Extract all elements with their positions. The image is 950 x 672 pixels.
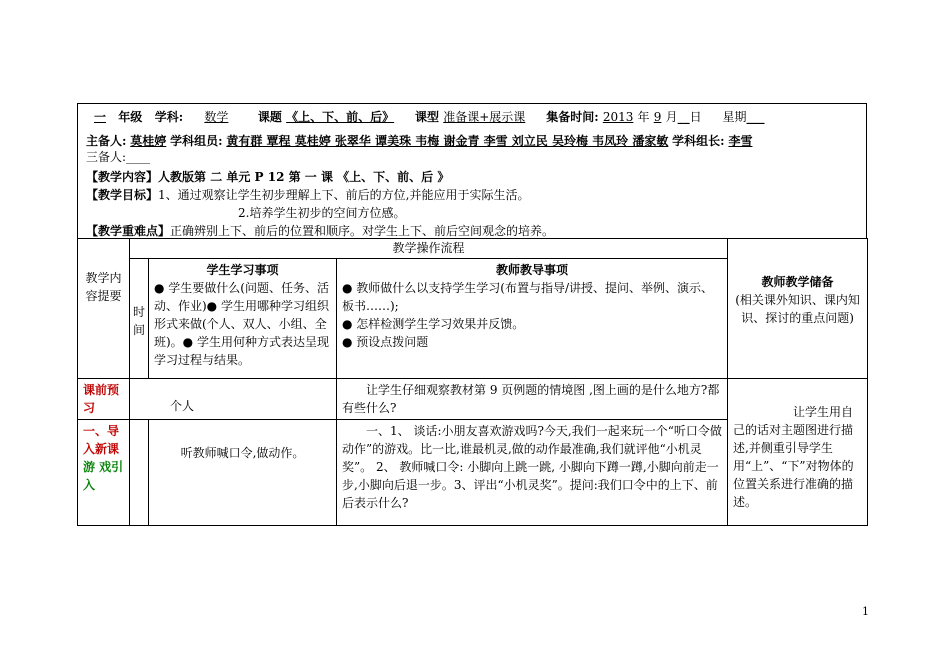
- row-intro-time: [130, 420, 149, 526]
- subject-label: 学科:: [154, 110, 184, 124]
- row-preview-label: 课前预习: [78, 379, 130, 420]
- group-label: 学科组员:: [170, 134, 223, 148]
- goal-line-1: [86, 188, 529, 202]
- week-label: 星期: [722, 110, 747, 124]
- col-content-header: 教学内容提要: [78, 239, 130, 379]
- lesson-type-value: 准备课+展示课: [443, 110, 526, 124]
- teacher-item-3: ● 预设点拨问题: [342, 335, 429, 349]
- teacher-item-2: ● 怎样检测学生学习效果并反馈。: [342, 317, 525, 331]
- goal-label: 【教学目标】: [86, 188, 159, 202]
- key-label: 【教学重难点】: [86, 224, 171, 238]
- grade-value: 一: [93, 110, 106, 124]
- teacher-title: 教师教导事项: [496, 263, 569, 277]
- reserve-desc: (相关课外知识、课内知识、探讨的重点问题): [735, 293, 860, 325]
- topic-label: 课题: [257, 110, 282, 124]
- student-desc: ● 学生要做什么(问题、任务、活动、作业)● 学生用哪种学习组织形式来做(个人、双人、小组、全班)。● 学生用何种方式表达呈现学习过程与结果。: [154, 281, 329, 367]
- subject-value: 数学: [204, 110, 229, 124]
- teacher-item-1: ● 教师做什么以支持学生学习(布置与指导/讲授、提问、举例、演示、板书……);: [342, 281, 714, 313]
- lesson-header: [77, 103, 867, 239]
- content-value: 人教版第 二 单元 P 12 第 一 课 《上、下、前、后 》: [158, 170, 450, 184]
- content-line: [86, 170, 449, 184]
- flow-title: 教学操作流程: [130, 239, 728, 259]
- month-value: 9: [653, 110, 662, 124]
- key-line: [86, 224, 554, 238]
- lesson-flow-table: [77, 238, 868, 526]
- leader-label: 学科组长:: [672, 134, 725, 148]
- month-label: 月: [665, 110, 678, 124]
- page-number: 1: [862, 605, 869, 618]
- row-intro-student: 听教师喊口令,做动作。: [149, 420, 337, 526]
- third-prep-label: 三备人:: [86, 150, 127, 164]
- row-preview-student: 个人: [130, 379, 337, 420]
- year-value: 2013: [602, 110, 634, 124]
- row-intro-label-green: 游 戏引入: [83, 460, 124, 492]
- row-intro-label-cell: [78, 420, 130, 526]
- reserve-header-cell: [728, 239, 868, 379]
- reserve-title: 教师教学储备: [761, 275, 834, 289]
- lesson-type-label: 课型: [415, 110, 440, 124]
- goal-2: 2.培养学生初步的空间方位感。: [238, 206, 406, 220]
- day-label: 日: [689, 110, 702, 124]
- row-intro-reserve: 让学生用自己的话对主题图进行描述,并侧重引导学生用“上”、“下”对物体的位置关系进行准确的描述。: [728, 379, 868, 526]
- group-value: 黄有群 覃程 莫桂婷 张翠华 谭美珠 韦梅 谢金青 李雪 刘立民 吴玲梅 韦凤玲 潘家敏: [226, 134, 669, 148]
- year-label: 年: [637, 110, 650, 124]
- row-intro-label-red: 一、导入新课: [83, 424, 120, 456]
- student-title: 学生学习事项: [206, 263, 279, 277]
- third-prep-line: 三备人:____: [86, 150, 151, 164]
- row-intro-teacher: 一、1、 谈话:小朋友喜欢游戏吗?今天,我们一起来玩一个“听口令做动作”的游戏。比一比,谁最机灵,做的动作最准确,我们就评他“小机灵奖”。 2、 教师喊口令: 小脚向上跳一跳, 小脚向下蹲一蹲,小脚向前走一步,小脚向后退一步。3、评出“小机灵奖”。提问:我们口令中的上下、前后表示什么?: [337, 420, 728, 526]
- prep-time-label: 集备时间:: [546, 110, 599, 124]
- main-prep-label: 主备人:: [86, 134, 127, 148]
- header-line: 一 年级 学科: 数学 课题 《上、下、前、后》 课型 准备课+展示课 集备时间: 2013 年 9 月__日 星期___: [86, 110, 765, 124]
- goal-1: 1、通过观察让学生初步理解上下、前后的方位,并能应用于实际生活。: [158, 188, 530, 202]
- topic-value: 《上、下、前、后》: [286, 110, 395, 124]
- key-value: 正确辨别上下、前后的位置和顺序。对学生上下、前后空间观念的培养。: [170, 224, 555, 238]
- teacher-header-cell: [337, 259, 728, 379]
- col-time-header: 时间: [130, 259, 149, 379]
- row-preview-teacher: 让学生仔细观察教材第 9 页例题的情境图 ,图上画的是什么地方?都有些什么?: [337, 379, 728, 420]
- student-header-cell: [149, 259, 337, 379]
- content-label: 【教学内容】: [86, 170, 159, 184]
- grade-label: 年级: [118, 110, 143, 124]
- goal-line-2: [238, 206, 405, 220]
- main-prep-value: 莫桂婷: [130, 134, 167, 148]
- people-line: [86, 134, 752, 148]
- leader-value: 李雪: [728, 134, 753, 148]
